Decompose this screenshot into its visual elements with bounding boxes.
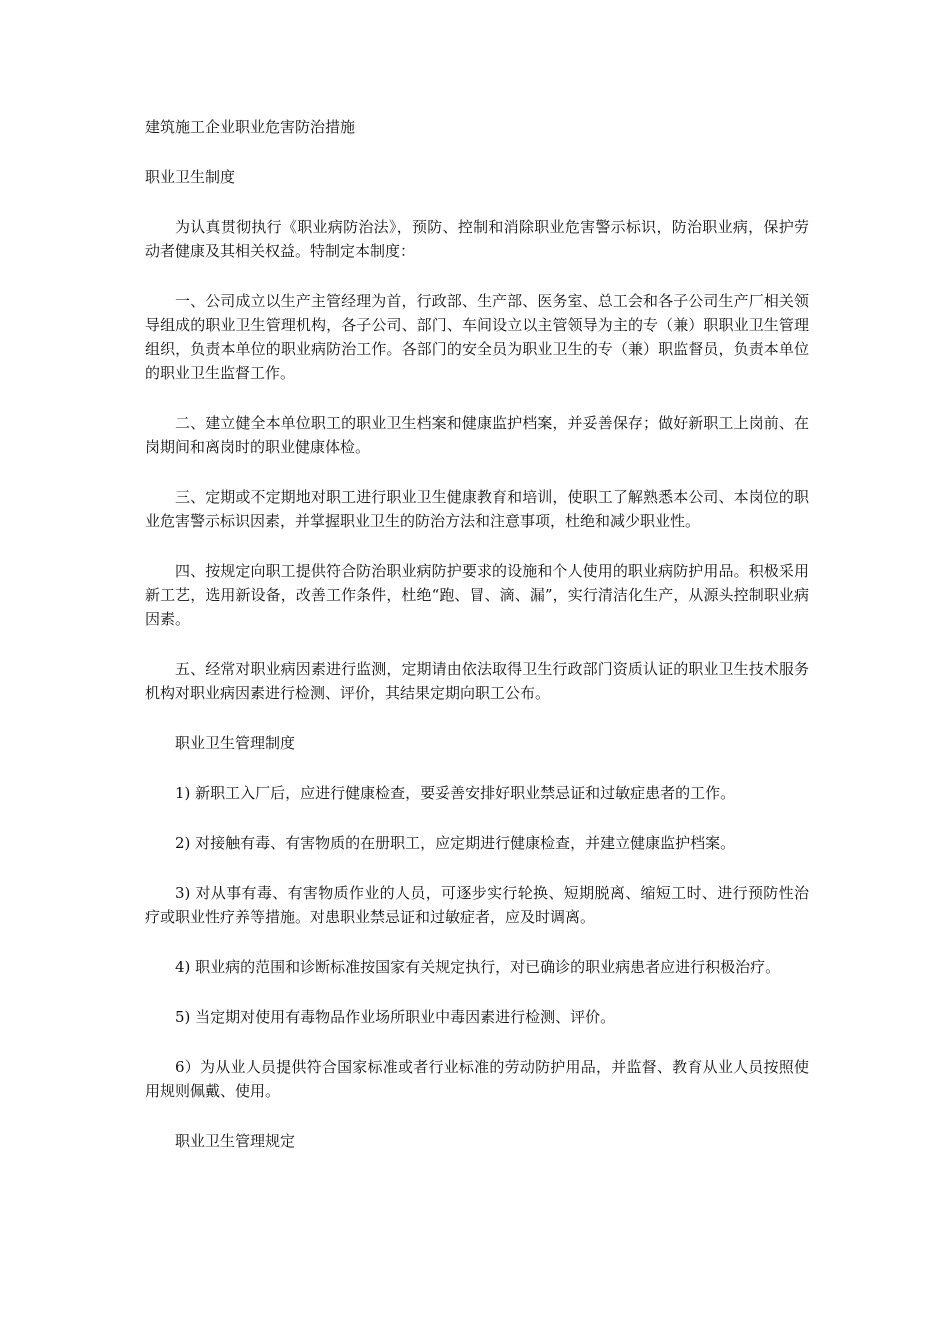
list-item: 4) 职业病的范围和诊断标准按国家有关规定执行，对已确诊的职业病患者应进行积极治疗。 — [175, 958, 781, 976]
list-item: 3) 对从事有毒、有害物质作业的人员，可逐步实行轮换、短期脱离、缩短工时、进行预防性治疗或职业性疗养等措施。对患职业禁忌证和过敏症者，应及时调离。 — [145, 884, 809, 926]
intro-paragraph: 为认真贯彻执行《职业病防治法》，预防、控制和消除职业危害警示标识，防治职业病，保护劳动者健康及其相关权益。特制定本制度： — [145, 218, 809, 260]
document-title: 建筑施工企业职业危害防治措施 — [145, 118, 356, 136]
rule-paragraph: 一、公司成立以生产主管经理为首，行政部、生产部、医务室、总工会和各子公司生产厂相关领导组成的职业卫生管理机构，各子公司、部门、车间设立以主管领导为主的专（兼）职职业卫生管理组织，负责本单位的职业病防治工作。各部门的安全员为职业卫生的专（兼）职监督员，负责本单位的职业卫生监督工作。 — [145, 292, 809, 382]
section-heading-management-system: 职业卫生管理制度 — [175, 734, 296, 752]
section-heading-occupational-health-system: 职业卫生制度 — [145, 168, 236, 186]
list-item: 1) 新职工入厂后，应进行健康检查，要妥善安排好职业禁忌证和过敏症患者的工作。 — [175, 784, 736, 802]
rule-paragraph: 二、建立健全本单位职工的职业卫生档案和健康监护档案，并妥善保存；做好新职工上岗前、在岗期间和离岗时的职业健康体检。 — [145, 414, 809, 456]
list-item: 6）为从业人员提供符合国家标准或者行业标准的劳动防护用品，并监督、教育从业人员按照使用规则佩戴、使用。 — [145, 1058, 809, 1100]
rule-paragraph: 五、经常对职业病因素进行监测，定期请由依法取得卫生行政部门资质认证的职业卫生技术服务机构对职业病因素进行检测、评价，其结果定期向职工公布。 — [145, 660, 809, 702]
section-heading-management-regulations: 职业卫生管理规定 — [175, 1132, 296, 1150]
rule-paragraph: 四、按规定向职工提供符合防治职业病防护要求的设施和个人使用的职业病防护用品。积极采用新工艺，选用新设备，改善工作条件，杜绝“跑、冒、滴、漏”，实行清洁化生产，从源头控制职业病因素。 — [145, 562, 809, 628]
list-item: 5) 当定期对使用有毒物品作业场所职业中毒因素进行检测、评价。 — [175, 1008, 616, 1026]
document-body — [145, 115, 809, 1179]
list-item: 2) 对接触有毒、有害物质的在册职工，应定期进行健康检查，并建立健康监护档案。 — [175, 834, 736, 852]
rule-paragraph: 三、定期或不定期地对职工进行职业卫生健康教育和培训，使职工了解熟悉本公司、本岗位的职业危害警示标识因素，并掌握职业卫生的防治方法和注意事项，杜绝和减少职业性。 — [145, 488, 809, 530]
